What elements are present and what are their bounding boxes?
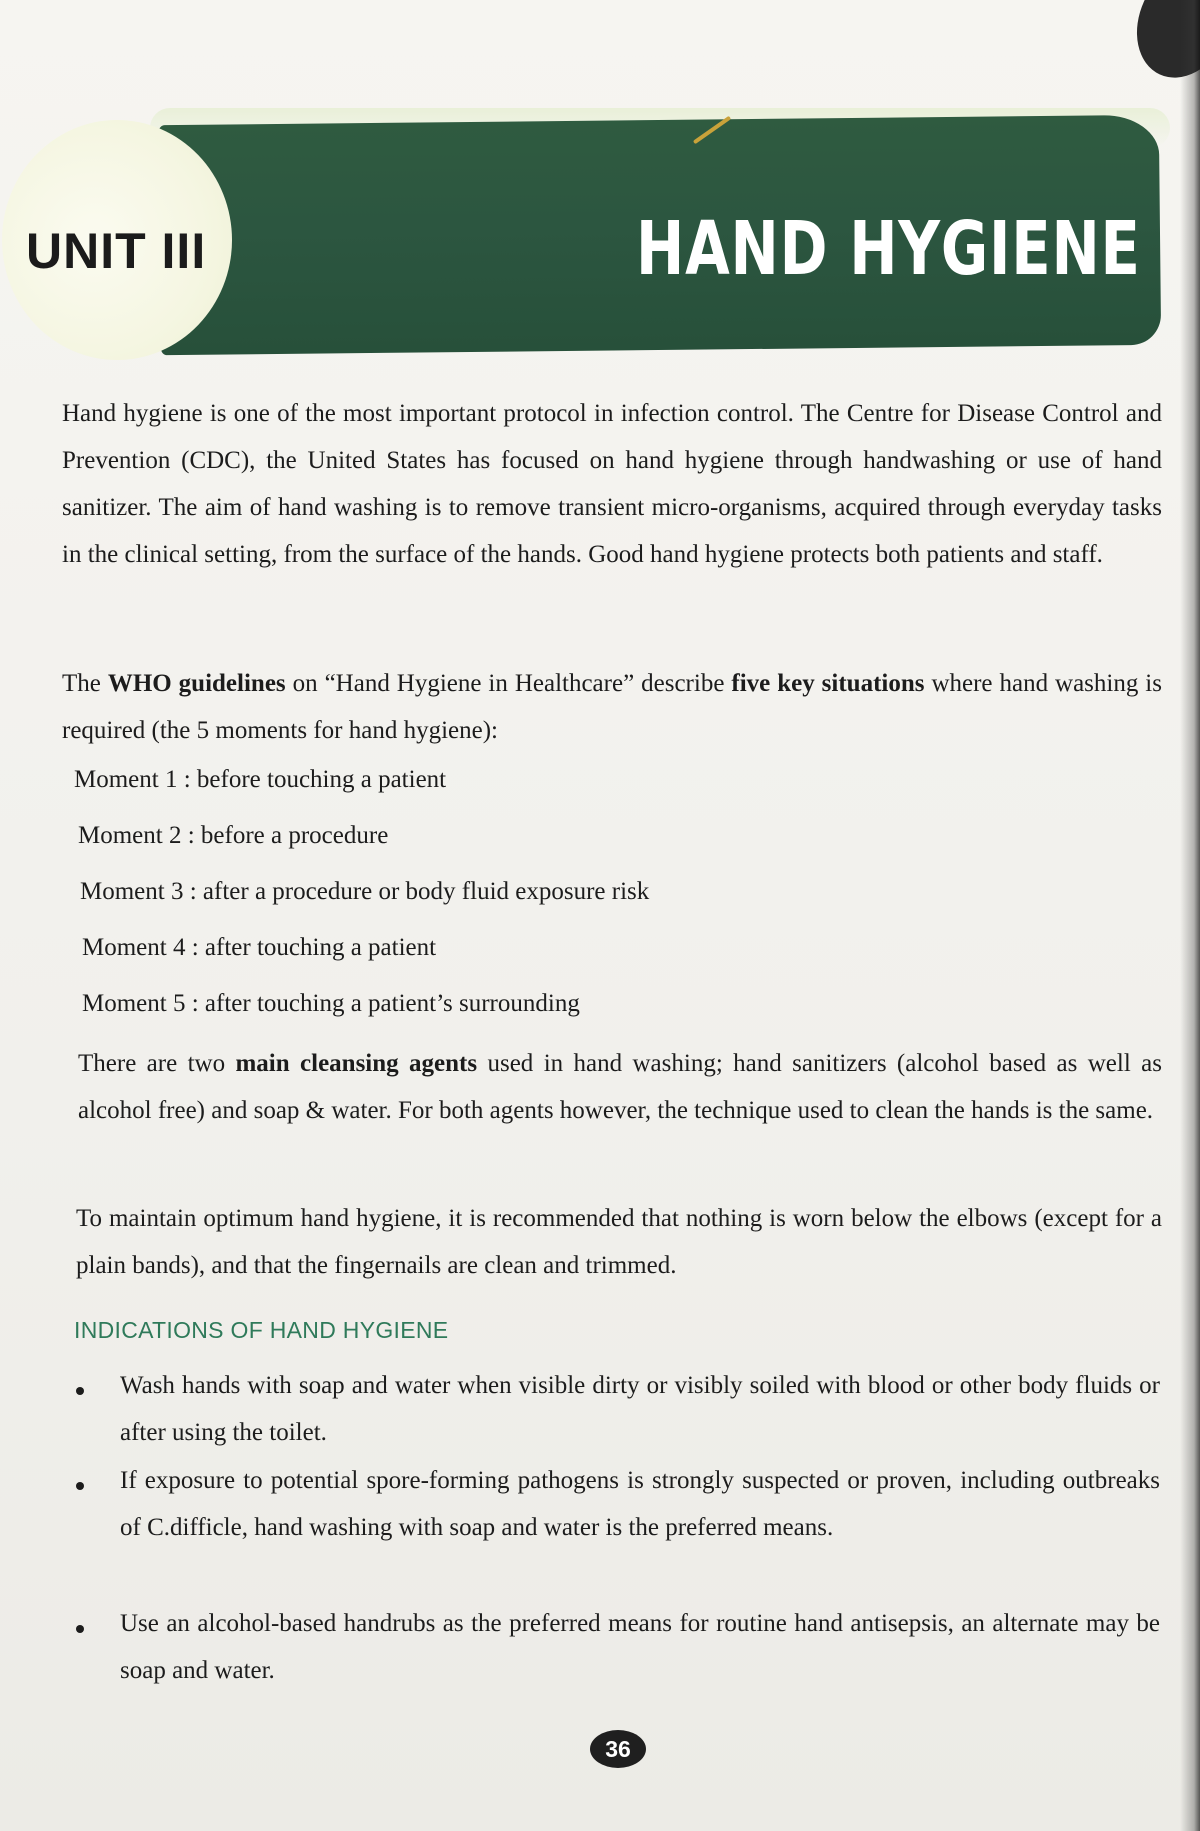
moment-4: Moment 4 : after touching a patient	[82, 934, 437, 961]
indication-item-3: Use an alcohol-based handrubs as the preferred means for routine hand antisepsis, an alternate may be soap and water.	[120, 1610, 1160, 1684]
bullet-dot-2	[76, 1482, 84, 1490]
agents-paragraph	[78, 1040, 1162, 1134]
moment-3: Moment 3 : after a procedure or body fluid exposure risk	[80, 878, 650, 905]
page-edge-shadow	[1180, 0, 1200, 1831]
who-text-2: on “Hand Hygiene in Healthcare” describe	[285, 670, 732, 697]
optimum-paragraph: To maintain optimum hand hygiene, it is recommended that nothing is worn below the elbows (except for a plain bands), and that the fingernails are clean and trimmed.	[76, 1205, 1162, 1279]
chapter-title: HAND HYGIENE	[636, 206, 1141, 292]
indication-item-2: If exposure to potential spore-forming pathogens is strongly suspected or proven, including outbreaks of C.difficle, hand washing with soap and water is the preferred means.	[120, 1467, 1160, 1541]
who-paragraph	[62, 660, 1162, 754]
bullet-dot-1	[76, 1387, 84, 1395]
agents-text-1: There are two	[78, 1050, 236, 1077]
who-text-3: where hand washing is required (the 5 moments for hand hygiene):	[62, 670, 1162, 744]
unit-label: UNIT III	[26, 223, 207, 279]
agents-bold: main cleansing agents	[235, 1050, 478, 1077]
agents-text-2: used in hand washing; hand sanitizers (alcohol based as well as alcohol free) and soap & water. For both agents however, the technique used to clean the hands is the same.	[78, 1050, 1162, 1124]
who-bold-guidelines: WHO guidelines	[107, 670, 286, 697]
who-text-1: The	[62, 670, 108, 697]
bullet-dot-3	[76, 1625, 84, 1633]
page-number: 36	[590, 1730, 646, 1768]
indications-heading: INDICATIONS OF HAND HYGIENE	[74, 1317, 449, 1343]
moment-2: Moment 2 : before a procedure	[78, 822, 389, 849]
who-bold-situations: five key situations	[731, 670, 925, 697]
moment-5: Moment 5 : after touching a patient’s surrounding	[82, 990, 580, 1017]
moment-1: Moment 1 : before touching a patient	[74, 766, 447, 793]
intro-paragraph: Hand hygiene is one of the most important protocol in infection control. The Centre for Disease Control and Prevention (CDC), the United States has focused on hand hygiene through handwashing or use of hand sanitizer. The aim of hand washing is to remove transient micro-organisms, acquired through everyday tasks in the clinical setting, from the surface of the hands. Good hand hygiene protects both patients and staff.	[62, 400, 1162, 568]
indication-item-1: Wash hands with soap and water when visible dirty or visibly soiled with blood or other body fluids or after using the toilet.	[120, 1372, 1160, 1446]
